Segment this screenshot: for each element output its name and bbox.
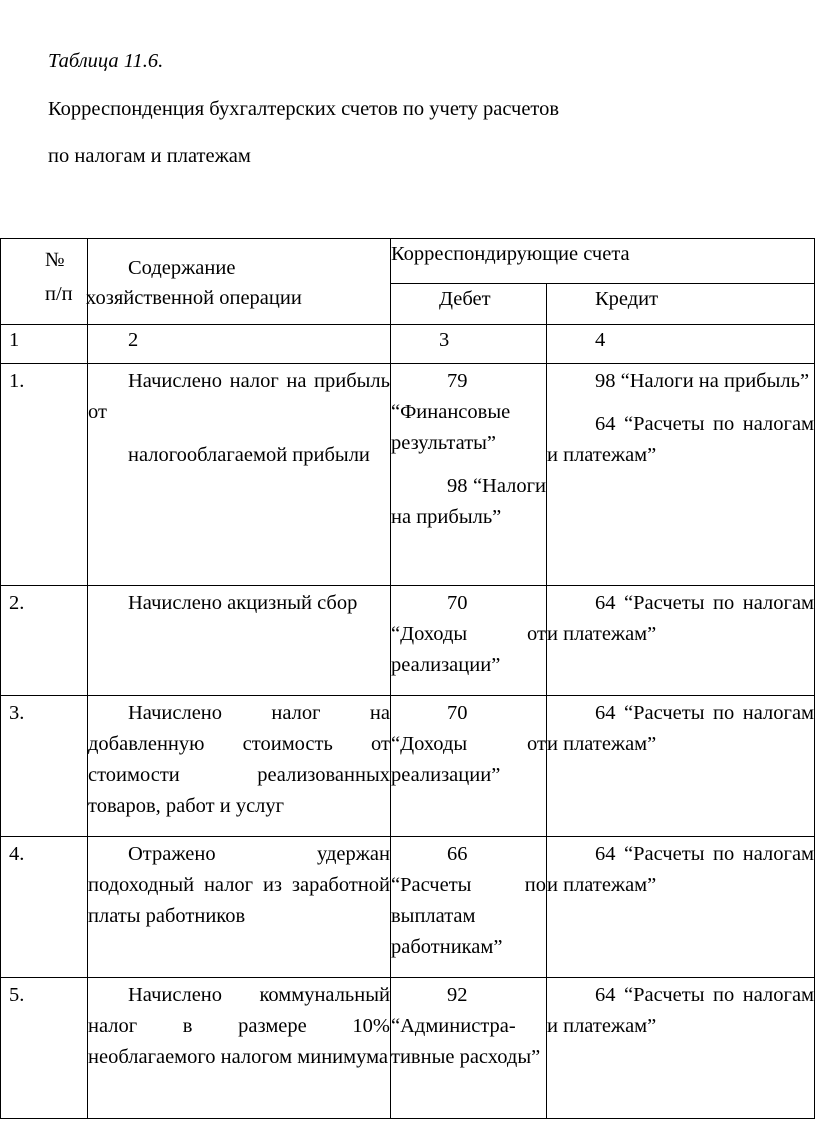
row-credit <box>547 364 815 586</box>
table-row <box>1 837 815 978</box>
header-row <box>1 239 815 284</box>
index-cell-3: 3 <box>391 325 547 364</box>
row-content <box>88 364 391 586</box>
row-credit-text: 64 “Расчеты по налогам и платежам” <box>547 984 815 1037</box>
row-debit <box>391 978 547 1119</box>
row-number: 3. <box>1 696 88 837</box>
row-debit-text: 70 “Доходы от реализации” <box>391 702 546 786</box>
row-credit-text: 64 “Расчеты по налогам и платежам” <box>547 592 815 645</box>
index-cell-4: 4 <box>547 325 815 364</box>
header-correspondence-label: Корреспондирующие счета <box>391 243 630 265</box>
header-content-cell <box>88 239 391 325</box>
header-debit-cell <box>391 284 547 325</box>
row-debit <box>391 696 547 837</box>
table-row <box>1 978 815 1119</box>
table-title-line-1: Корреспонденция бухгалтерских счетов по учету расчетов <box>48 98 560 120</box>
row-debit-text: 92 “Администра-тивные расходы” <box>391 984 541 1068</box>
row-debit-part-b: 98 “Налоги на прибыль” <box>391 475 546 528</box>
header-content-line-2: хозяйственной операции <box>86 287 302 309</box>
header-credit-cell <box>547 284 815 325</box>
row-number: 5. <box>1 978 88 1119</box>
header-credit-label: Кредит <box>595 288 659 310</box>
row-credit-part-a: 98 “Налоги на прибыль” <box>595 370 810 392</box>
row-content <box>88 837 391 978</box>
table-caption: Таблица 11.6. <box>48 50 164 72</box>
row-credit <box>547 837 815 978</box>
header-number-symbol: № <box>45 249 65 271</box>
row-content-text: Отражено удержан подоходный налог из заработной платы работников <box>88 843 390 927</box>
row-credit-text: 64 “Расчеты по налогам и платежам” <box>547 702 815 755</box>
row-credit-part-b: 64 “Расчеты по налогам и платежам” <box>547 413 815 466</box>
row-content <box>88 978 391 1119</box>
row-credit <box>547 978 815 1119</box>
row-content-text: Начислено акцизный сбор <box>128 592 358 614</box>
header-number-sub: п/п <box>45 283 73 305</box>
index-cell-1: 1 <box>1 325 88 364</box>
header-debit-label: Дебет <box>439 288 491 310</box>
accounts-correspondence-table <box>0 238 815 1119</box>
row-content-part-a: Начислено налог на прибыль от <box>88 370 390 423</box>
table-row <box>1 696 815 837</box>
header-content-line-1: Содержание <box>128 257 236 279</box>
row-debit-text: 66 “Расчеты по выплатам работникам” <box>391 843 546 958</box>
table-row <box>1 586 815 696</box>
row-number: 2. <box>1 586 88 696</box>
row-debit <box>391 364 547 586</box>
row-number: 1. <box>1 364 88 586</box>
row-content-text: Начислено налог на добавленную стоимость от стоимости реализованных товаров, работ и услуг <box>88 702 390 817</box>
row-content <box>88 696 391 837</box>
index-cell-2: 2 <box>88 325 391 364</box>
table-title-line-2: по налогам и платежам <box>48 145 251 167</box>
row-content-text: Начислено коммунальный налог в размере 10% необлагаемого налогом минимума <box>88 984 390 1068</box>
row-debit-text: 70 “Доходы от реализации” <box>391 592 546 676</box>
row-debit <box>391 586 547 696</box>
column-index-row <box>1 325 815 364</box>
row-debit-part-a: 79 “Финансовые результаты” <box>391 370 511 454</box>
row-content <box>88 586 391 696</box>
row-credit <box>547 586 815 696</box>
header-correspondence-cell <box>391 239 815 284</box>
table-row <box>1 364 815 586</box>
row-content-part-b: налогооблагаемой прибыли <box>128 444 370 466</box>
row-credit <box>547 696 815 837</box>
row-number: 4. <box>1 837 88 978</box>
row-credit-text: 64 “Расчеты по налогам и платежам” <box>547 843 815 896</box>
row-debit <box>391 837 547 978</box>
